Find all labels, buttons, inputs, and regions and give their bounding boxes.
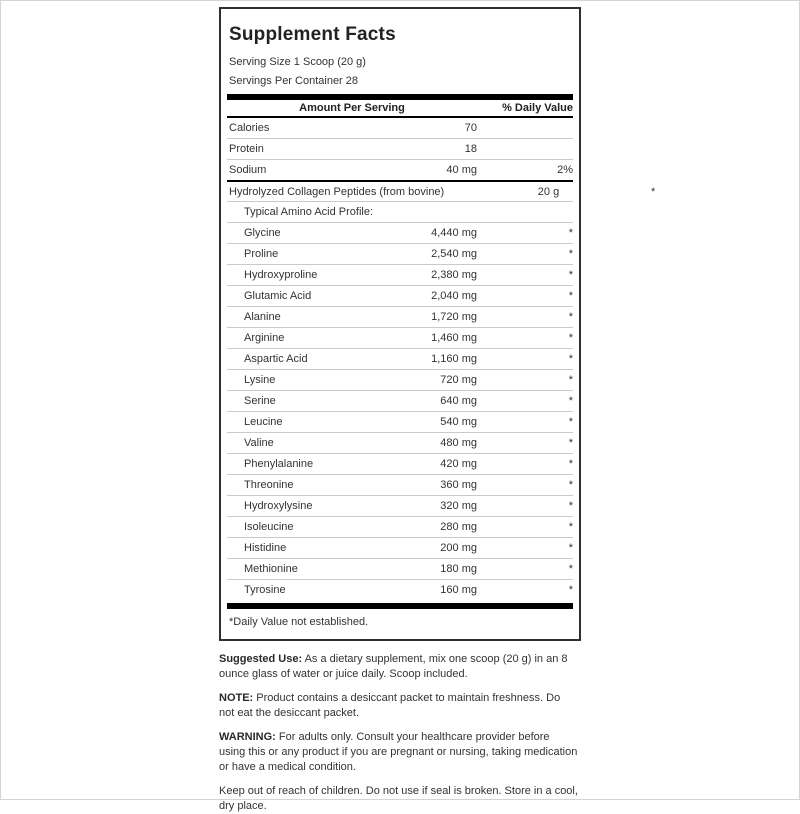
usage-notes [219, 652, 629, 814]
daily-value-footnote: *Daily Value not established. [229, 616, 369, 628]
row-proline: Proline 2,540 mg * [227, 243, 573, 264]
content-column [219, 7, 656, 814]
row-phenylalanine: Phenylalanine 420 mg * [227, 453, 573, 474]
row-hydroxyproline: Hydroxyproline 2,380 mg * [227, 264, 573, 285]
amount-per-serving-header: Amount Per Serving [299, 102, 405, 114]
row-glycine: Glycine 4,440 mg * [227, 222, 573, 243]
row-threonine: Threonine 360 mg * [227, 474, 573, 495]
row-valine: Valine 480 mg * [227, 432, 573, 453]
desiccant-note: NOTE: Product contains a desiccant packet to maintain freshness. Do not eat the desiccant packet. [219, 692, 561, 719]
row-sodium: Sodium 40 mg 2% [227, 159, 573, 180]
row-typical-amino-acid-profile: Typical Amino Acid Profile: [227, 201, 573, 222]
row-leucine: Leucine 540 mg * [227, 411, 573, 432]
serving-info [229, 53, 573, 91]
warning-note: WARNING: For adults only. Consult your healthcare provider before using this or any product if you are pregnant or nursing, taking medication or have a medical condition. [219, 731, 578, 773]
row-alanine: Alanine 1,720 mg * [227, 306, 573, 327]
storage-note: Keep out of reach of children. Do not use if seal is broken. Store in a cool, dry place. [219, 785, 578, 812]
row-protein: Protein 18 [227, 138, 573, 159]
row-lysine: Lysine 720 mg * [227, 369, 573, 390]
suggested-use-note: Suggested Use: As a dietary supplement, mix one scoop (20 g) in an 8 ounce glass of water or juice daily. Scoop included. [219, 653, 568, 680]
daily-value-header: % Daily Value [502, 102, 573, 114]
row-histidine: Histidine 200 mg * [227, 537, 573, 558]
panel-title: Supplement Facts [229, 24, 396, 45]
warning-label: WARNING: [219, 731, 276, 743]
row-tyrosine: Tyrosine 160 mg * [227, 579, 573, 600]
row-glutamic-acid: Glutamic Acid 2,040 mg * [227, 285, 573, 306]
row-serine: Serine 640 mg * [227, 390, 573, 411]
row-calories: Calories 70 [229, 122, 477, 134]
row-hydrolyzed-collagen-peptides: Hydrolyzed Collagen Peptides (from bovine) 20 g * [227, 180, 573, 201]
serving-size: Serving Size 1 Scoop (20 g) [229, 56, 366, 68]
row-methionine: Methionine 180 mg * [227, 558, 573, 579]
row-isoleucine: Isoleucine 280 mg * [227, 516, 573, 537]
suggested-use-label: Suggested Use: [219, 653, 303, 665]
table-header-row [227, 100, 573, 118]
row-arginine: Arginine 1,460 mg * [227, 327, 573, 348]
note-label: NOTE: [219, 692, 254, 704]
row-aspartic-acid: Aspartic Acid 1,160 mg * [227, 348, 573, 369]
row-hydroxylysine: Hydroxylysine 320 mg * [227, 495, 573, 516]
servings-per-container: Servings Per Container 28 [229, 75, 359, 87]
supplement-facts-panel [219, 7, 656, 641]
